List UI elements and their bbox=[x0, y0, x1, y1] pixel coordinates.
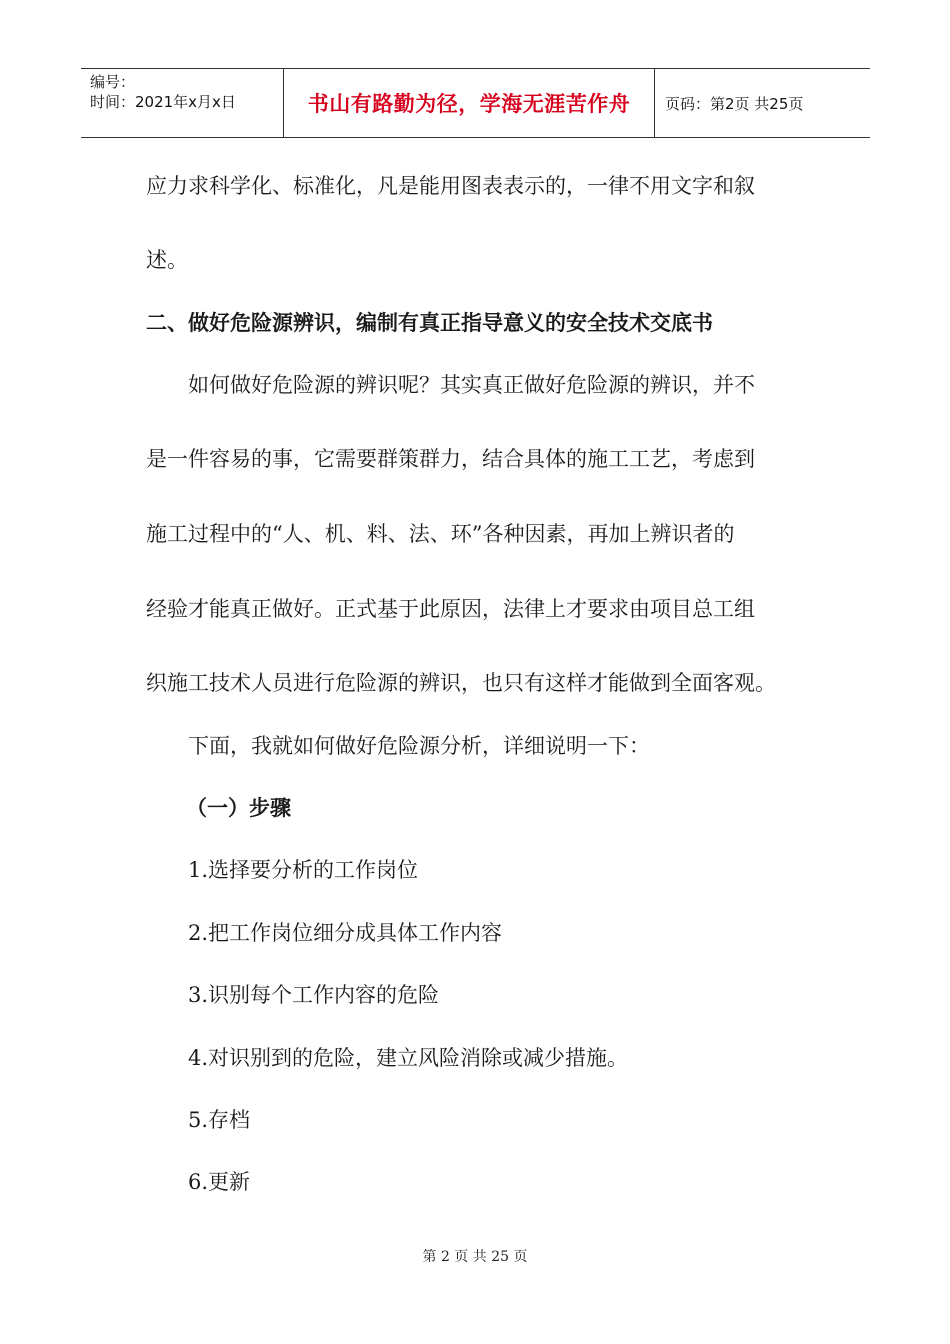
list-item: 4.对识别到的危险，建立风险消除或减少措施。 bbox=[188, 1046, 629, 1070]
subsection-heading: （一）步骤 bbox=[186, 796, 291, 820]
list-item: 1.选择要分析的工作岗位 bbox=[188, 858, 419, 882]
paragraph-line: 述。 bbox=[146, 248, 188, 272]
list-item: 5.存档 bbox=[188, 1108, 251, 1132]
number-label: 编号： bbox=[90, 73, 136, 91]
paragraph-line: 是一件容易的事，它需要群策群力，结合具体的施工工艺，考虑到 bbox=[146, 447, 755, 471]
document-header bbox=[81, 68, 870, 138]
header-motto: 书山有路勤为径，学海无涯苦作舟 bbox=[283, 69, 655, 137]
list-item: 3.识别每个工作内容的危险 bbox=[188, 983, 440, 1007]
page-footer: 第 2 页 共 25 页 bbox=[422, 1249, 528, 1265]
paragraph-line: 应力求科学化、标准化，凡是能用图表表示的，一律不用文字和叙 bbox=[146, 174, 755, 198]
paragraph-line: 经验才能真正做好。正式基于此原因，法律上才要求由项目总工组 bbox=[146, 597, 755, 621]
paragraph-line: 如何做好危险源的辨识呢？其实真正做好危险源的辨识，并不 bbox=[146, 373, 755, 397]
list-item: 2.把工作岗位细分成具体工作内容 bbox=[188, 921, 503, 945]
section-heading: 二、做好危险源辨识，编制有真正指导意义的安全技术交底书 bbox=[146, 311, 713, 335]
paragraph-line: 织施工技术人员进行危险源的辨识，也只有这样才能做到全面客观。 bbox=[146, 671, 776, 695]
date-label: 时间：2021年x月x日 bbox=[90, 93, 236, 111]
header-page-info: 页码：第2页 共25页 bbox=[665, 94, 804, 113]
list-item: 6.更新 bbox=[188, 1170, 251, 1194]
paragraph-line: 下面，我就如何做好危险源分析，详细说明一下： bbox=[146, 734, 650, 758]
paragraph-line: 施工过程中的“人、机、料、法、环”各种因素，再加上辨识者的 bbox=[146, 522, 735, 546]
header-meta-cell bbox=[81, 69, 283, 137]
